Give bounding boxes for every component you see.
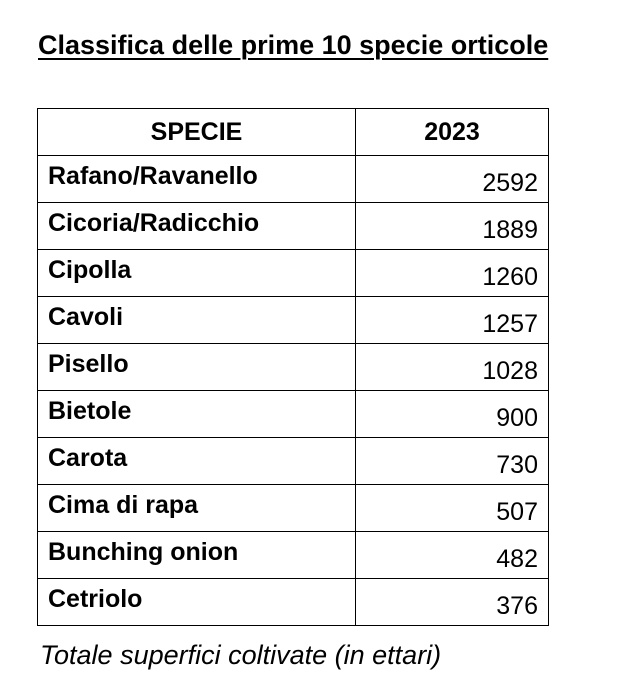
species-cell: Bietole xyxy=(38,391,356,438)
species-cell: Cavoli xyxy=(38,297,356,344)
table-row xyxy=(38,297,549,344)
species-cell: Cima di rapa xyxy=(38,485,356,532)
species-cell: Rafano/Ravanello xyxy=(38,156,356,203)
value-cell: 507 xyxy=(356,485,549,532)
table-header-row xyxy=(38,109,549,156)
page-title: Classifica delle prime 10 specie orticole xyxy=(38,30,549,60)
table-row xyxy=(38,532,549,579)
column-header-year: 2023 xyxy=(356,109,549,156)
table-row xyxy=(38,250,549,297)
value-cell: 2592 xyxy=(356,156,549,203)
value-cell: 376 xyxy=(356,579,549,626)
species-cell: Cipolla xyxy=(38,250,356,297)
table-row xyxy=(38,156,549,203)
species-cell: Carota xyxy=(38,438,356,485)
species-table xyxy=(37,108,549,626)
value-cell: 900 xyxy=(356,391,549,438)
table-row xyxy=(38,579,549,626)
species-cell: Pisello xyxy=(38,344,356,391)
table-footnote: Totale superfici coltivate (in ettari) xyxy=(40,640,442,670)
species-cell: Cicoria/Radicchio xyxy=(38,203,356,250)
value-cell: 1257 xyxy=(356,297,549,344)
table-row xyxy=(38,203,549,250)
species-cell: Bunching onion xyxy=(38,532,356,579)
table-row xyxy=(38,391,549,438)
value-cell: 730 xyxy=(356,438,549,485)
value-cell: 1028 xyxy=(356,344,549,391)
value-cell: 482 xyxy=(356,532,549,579)
value-cell: 1260 xyxy=(356,250,549,297)
column-header-species: SPECIE xyxy=(38,109,356,156)
table-row xyxy=(38,485,549,532)
table-row xyxy=(38,438,549,485)
species-cell: Cetriolo xyxy=(38,579,356,626)
value-cell: 1889 xyxy=(356,203,549,250)
species-table-container xyxy=(37,108,549,626)
table-row xyxy=(38,344,549,391)
